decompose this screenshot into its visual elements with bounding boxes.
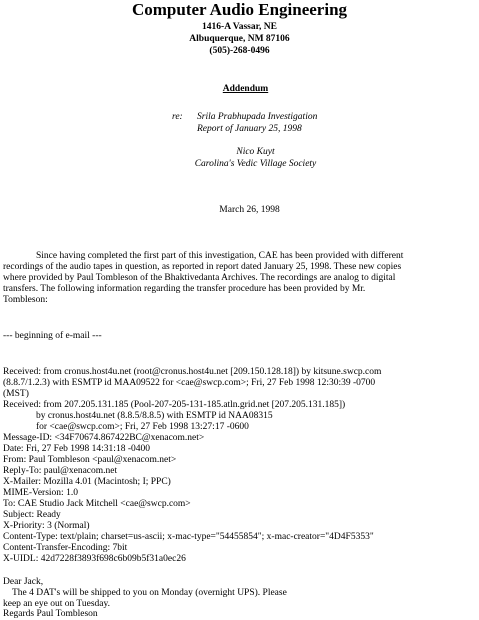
email-header-line: Received: from cronus.host4u.net (root@cronus.host4u.net [209.150.128.18]) by kitsune.swcp.com — [3, 367, 382, 377]
email-header-line: Date: Fri, 27 Feb 1998 14:31:18 -0400 — [3, 444, 150, 454]
intro-line: where provided by Paul Tombleson of the Bhaktivedanta Archives. The recordings are analog to digital — [3, 273, 396, 283]
email-header-line: Subject: Ready — [3, 510, 61, 520]
email-header-line: MIME-Version: 1.0 — [3, 488, 78, 498]
re-subject: Srila Prabhupada Investigation — [197, 112, 318, 122]
intro-line: transfers. The following information regarding the transfer procedure has been provided by Mr. — [3, 284, 366, 294]
address-line-1: 1416-A Vassar, NE — [202, 22, 277, 32]
email-header-line: (MST) — [3, 389, 29, 399]
email-header-line: Message-ID: <34F70674.867422BC@xenacom.net> — [3, 433, 205, 443]
email-begin-marker: --- beginning of e-mail --- — [3, 331, 102, 341]
email-body-line: The 4 DAT's will be shipped to you on Monday (overnight UPS). Please — [12, 588, 287, 598]
email-header-line: From: Paul Tombleson <paul@xenacom.net> — [3, 455, 177, 465]
document-date: March 26, 1998 — [219, 205, 280, 215]
re-report: Report of January 25, 1998 — [197, 124, 302, 134]
email-header-line: To: CAE Studio Jack Mitchell <cae@swcp.com> — [3, 499, 191, 509]
email-header-line: Content-Type: text/plain; charset=us-ascii; x-mac-type="54455854"; x-mac-creator="4D4F5353" — [3, 532, 374, 542]
email-header-line: Reply-To: paul@xenacom.net — [3, 466, 118, 476]
email-header-line: for <cae@swcp.com>; Fri, 27 Feb 1998 13:27:17 -0600 — [36, 422, 249, 432]
author-name: Nico Kuyt — [236, 147, 275, 157]
intro-line: recordings of the audio tapes in question, as reported in report dated January 25, 1998. These new copies — [3, 262, 402, 272]
addendum-title: Addendum — [222, 84, 269, 94]
address-line-2: Albuquerque, NM 87106 — [189, 34, 290, 44]
phone-number: (505)-268-0496 — [209, 46, 270, 56]
re-label: re: — [172, 112, 183, 122]
email-header-line: by cronus.host4u.net (8.8.5/8.8.5) with ESMTP id NAA08315 — [36, 411, 273, 421]
email-body-line: keep an eye out on Tuesday. — [3, 599, 111, 609]
email-header-line: Received: from 207.205.131.185 (Pool-207-205-131-185.atln.grid.net [207.205.131.185]) — [3, 400, 346, 410]
email-header-line: (8.8.7/1.2.3) with ESMTP id MAA09522 for <cae@swcp.com>; Fri, 27 Feb 1998 12:30:39 -0700 — [3, 378, 376, 388]
email-header-line: X-Priority: 3 (Normal) — [3, 521, 90, 531]
email-body-line: Dear Jack, — [3, 577, 44, 587]
intro-line: Since having completed the first part of this investigation, CAE has been provided with different — [36, 251, 404, 261]
email-body-line: Regards Paul Tombleson — [3, 609, 98, 619]
email-header-line: X-UIDL: 42d7228f3893f698c6b09b5f31a0ec26 — [3, 554, 186, 564]
author-org: Carolina's Vedic Village Society — [194, 159, 317, 169]
company-title: Computer Audio Engineering — [131, 0, 348, 19]
email-header-line: Content-Transfer-Encoding: 7bit — [3, 543, 128, 553]
email-header-line: X-Mailer: Mozilla 4.01 (Macintosh; I; PPC) — [3, 477, 171, 487]
intro-line: Tombleson: — [3, 295, 48, 305]
